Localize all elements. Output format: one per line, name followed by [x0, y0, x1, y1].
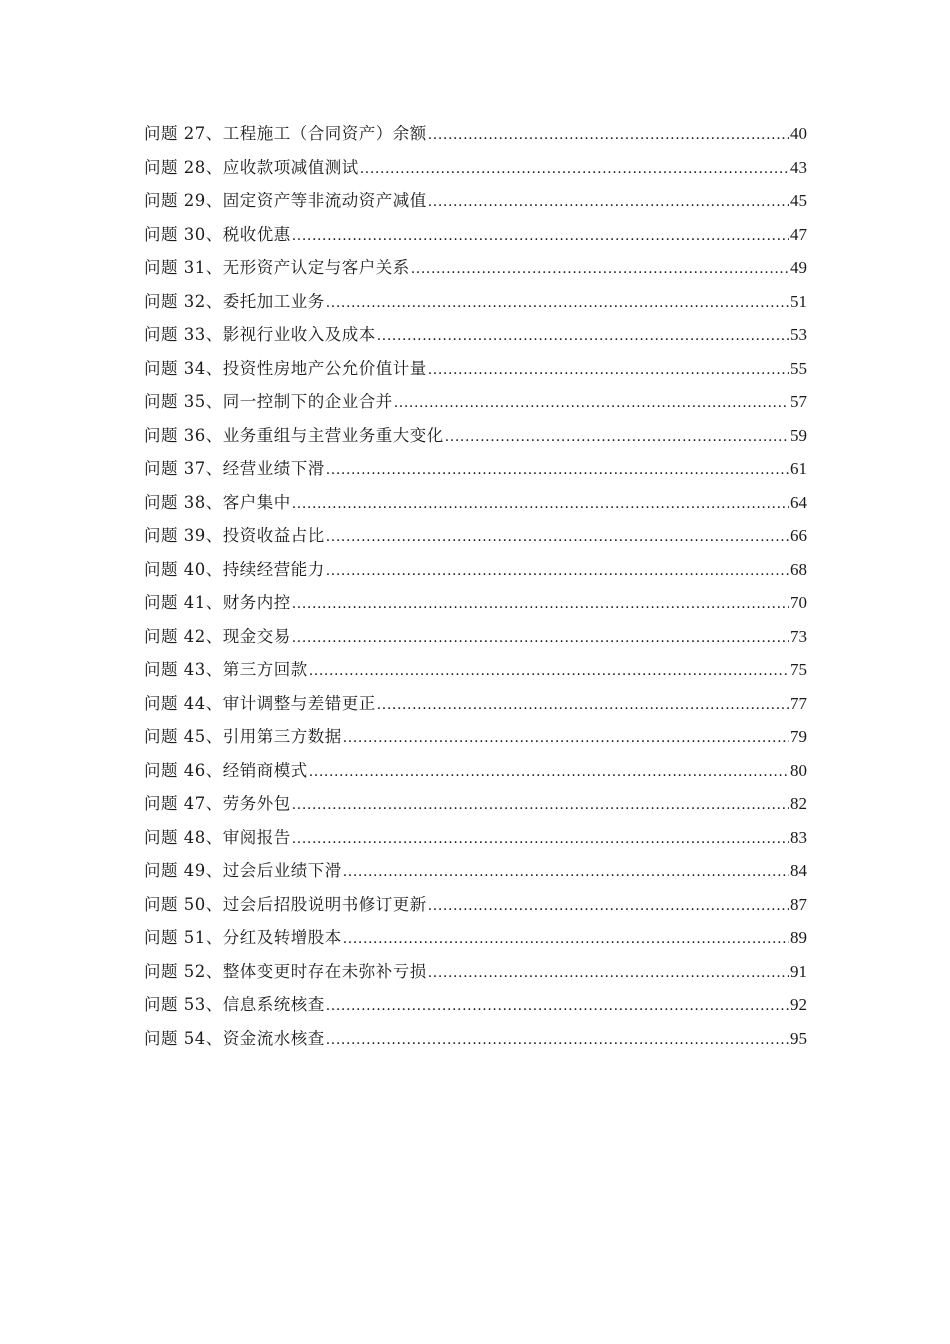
toc-entry-page: 45 — [790, 191, 807, 210]
toc-dot-leader — [394, 387, 789, 421]
toc-dot-leader — [326, 1024, 789, 1058]
toc-entry-title: 问题 40、持续经营能力 — [144, 559, 325, 579]
toc-entry-page: 43 — [790, 157, 807, 177]
toc-dot-leader — [292, 488, 789, 522]
toc-entry[interactable] — [144, 687, 807, 721]
toc-entry-title: 问题 37、经营业绩下滑 — [144, 459, 325, 478]
toc-dot-leader — [428, 119, 789, 153]
toc-entry-title: 问题 27、工程施工（合同资产）余额 — [144, 124, 427, 143]
toc-entry-title: 问题 39、投资收益占比 — [144, 526, 325, 545]
toc-entry-page: 79 — [790, 727, 807, 746]
toc-dot-leader — [377, 689, 789, 723]
toc-entry-page: 91 — [790, 961, 807, 981]
toc-entry-page: 64 — [790, 492, 807, 512]
toc-entry[interactable] — [144, 452, 807, 486]
toc-entry-title: 问题 30、税收优惠 — [144, 224, 291, 244]
toc-entry[interactable] — [144, 385, 807, 419]
toc-entry-page: 53 — [790, 325, 807, 344]
toc-entry-page: 47 — [790, 224, 807, 244]
toc-entry-title: 问题 44、审计调整与差错更正 — [144, 693, 376, 713]
toc-entry-title: 问题 28、应收款项减值测试 — [144, 157, 359, 177]
toc-entry-page: 70 — [790, 593, 807, 612]
toc-entry-title: 问题 32、委托加工业务 — [144, 291, 325, 311]
table-of-contents — [144, 117, 807, 1055]
toc-entry[interactable] — [144, 519, 807, 553]
toc-entry-title: 问题 38、客户集中 — [144, 492, 291, 512]
toc-entry[interactable] — [144, 318, 807, 352]
toc-entry-page: 40 — [790, 124, 807, 143]
toc-dot-leader — [326, 990, 789, 1024]
toc-entry-title: 问题 29、固定资产等非流动资产减值 — [144, 191, 427, 210]
toc-dot-leader — [445, 421, 789, 455]
toc-dot-leader — [292, 220, 789, 254]
toc-entry-title: 问题 31、无形资产认定与客户关系 — [144, 258, 410, 277]
toc-entry[interactable] — [144, 251, 807, 285]
toc-dot-leader — [411, 253, 789, 287]
toc-entry[interactable] — [144, 921, 807, 955]
toc-entry-page: 68 — [790, 559, 807, 579]
toc-entry-page: 66 — [790, 526, 807, 545]
toc-entry-page: 77 — [790, 693, 807, 713]
toc-dot-leader — [343, 856, 789, 890]
toc-entry-title: 问题 42、现金交易 — [144, 626, 291, 646]
toc-dot-leader — [428, 957, 789, 991]
toc-entry-title: 问题 34、投资性房地产公允价值计量 — [144, 358, 427, 378]
toc-entry-page: 87 — [790, 894, 807, 914]
toc-dot-leader — [326, 521, 789, 555]
toc-entry-title: 问题 45、引用第三方数据 — [144, 727, 342, 746]
toc-entry[interactable] — [144, 754, 807, 788]
toc-entry[interactable] — [144, 720, 807, 754]
toc-dot-leader — [326, 555, 789, 589]
toc-entry-title: 问题 48、审阅报告 — [144, 827, 291, 847]
toc-dot-leader — [292, 823, 789, 857]
toc-entry-page: 49 — [790, 258, 807, 277]
toc-entry-page: 75 — [790, 660, 807, 679]
toc-entry-title: 问题 41、财务内控 — [144, 593, 291, 612]
toc-entry-title: 问题 33、影视行业收入及成本 — [144, 325, 376, 344]
toc-entry[interactable] — [144, 184, 807, 218]
toc-entry[interactable] — [144, 419, 807, 453]
toc-dot-leader — [292, 789, 789, 823]
toc-entry-title: 问题 52、整体变更时存在未弥补亏损 — [144, 961, 427, 981]
toc-entry-page: 55 — [790, 358, 807, 378]
toc-entry[interactable] — [144, 620, 807, 654]
toc-entry-title: 问题 47、劳务外包 — [144, 794, 291, 813]
toc-entry-title: 问题 43、第三方回款 — [144, 660, 308, 679]
toc-dot-leader — [377, 320, 789, 354]
toc-entry-page: 61 — [790, 459, 807, 478]
toc-entry[interactable] — [144, 888, 807, 922]
toc-entry-title: 问题 46、经销商模式 — [144, 760, 308, 780]
toc-entry-page: 82 — [790, 794, 807, 813]
toc-entry[interactable] — [144, 151, 807, 185]
toc-dot-leader — [428, 186, 789, 220]
toc-entry[interactable] — [144, 955, 807, 989]
toc-entry[interactable] — [144, 553, 807, 587]
toc-entry-page: 95 — [790, 1028, 807, 1048]
toc-entry-title: 问题 35、同一控制下的企业合并 — [144, 392, 393, 411]
toc-dot-leader — [326, 454, 789, 488]
toc-entry-page: 51 — [790, 291, 807, 311]
toc-dot-leader — [343, 923, 789, 957]
toc-entry-page: 89 — [790, 928, 807, 947]
toc-entry-page: 83 — [790, 827, 807, 847]
toc-entry-page: 73 — [790, 626, 807, 646]
toc-entry-title: 问题 36、业务重组与主营业务重大变化 — [144, 425, 444, 445]
toc-entry[interactable] — [144, 653, 807, 687]
toc-entry[interactable] — [144, 486, 807, 520]
toc-entry[interactable] — [144, 218, 807, 252]
toc-entry[interactable] — [144, 586, 807, 620]
toc-dot-leader — [309, 756, 789, 790]
toc-entry-page: 57 — [790, 392, 807, 411]
toc-dot-leader — [309, 655, 789, 689]
toc-dot-leader — [360, 153, 789, 187]
toc-entry-page: 84 — [790, 861, 807, 880]
toc-entry[interactable] — [144, 988, 807, 1022]
toc-dot-leader — [428, 354, 789, 388]
toc-entry[interactable] — [144, 285, 807, 319]
toc-entry[interactable] — [144, 117, 807, 151]
toc-entry[interactable] — [144, 854, 807, 888]
toc-entry-page: 92 — [790, 995, 807, 1014]
toc-dot-leader — [428, 890, 789, 924]
toc-entry-title: 问题 49、过会后业绩下滑 — [144, 861, 342, 880]
toc-entry-title: 问题 53、信息系统核查 — [144, 995, 325, 1014]
toc-entry[interactable] — [144, 821, 807, 855]
toc-dot-leader — [292, 588, 789, 622]
toc-entry-title: 问题 54、资金流水核查 — [144, 1028, 325, 1048]
toc-entry-page: 80 — [790, 760, 807, 780]
toc-entry-title: 问题 51、分红及转增股本 — [144, 928, 342, 947]
toc-dot-leader — [326, 287, 789, 321]
toc-entry[interactable] — [144, 352, 807, 386]
toc-dot-leader — [343, 722, 789, 756]
toc-dot-leader — [292, 622, 789, 656]
toc-entry-page: 59 — [790, 425, 807, 445]
toc-entry[interactable] — [144, 1022, 807, 1056]
toc-entry[interactable] — [144, 787, 807, 821]
toc-entry-title: 问题 50、过会后招股说明书修订更新 — [144, 894, 427, 914]
